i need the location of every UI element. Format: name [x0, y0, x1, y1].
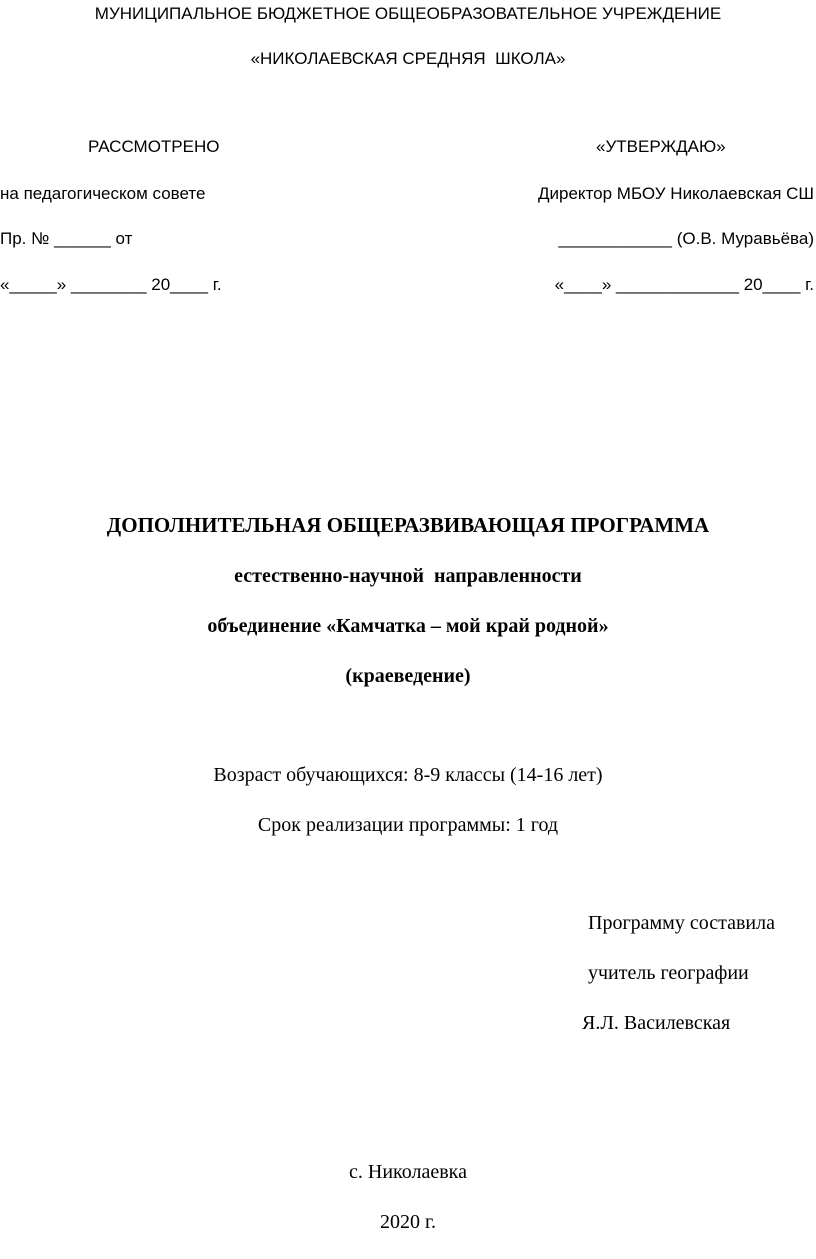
- author-line-2: учитель географии: [588, 962, 749, 984]
- school-name-line-1: МУНИЦИПАЛЬНОЕ БЮДЖЕТНОЕ ОБЩЕОБРАЗОВАТЕЛЬНОЕ УЧРЕЖДЕНИЕ: [94, 4, 722, 23]
- author-line-1: Программу составила: [588, 912, 775, 934]
- author-name: Я.Л. Василевская: [582, 1012, 731, 1034]
- program-association: объединение «Камчатка – мой край родной»: [207, 615, 609, 637]
- school-name-line-2: «НИКОЛАЕВСКАЯ СРЕДНЯЯ ШКОЛА»: [250, 49, 566, 68]
- approved-signature: ____________ (О.В. Муравьёва): [558, 229, 814, 248]
- approved-date: «____» _____________ 20____ г.: [554, 275, 814, 294]
- year: 2020 г.: [380, 1211, 436, 1233]
- reviewed-title: РАССМОТРЕНО: [88, 137, 220, 156]
- reviewed-council: на педагогическом совете: [0, 184, 206, 203]
- program-subject: (краеведение): [345, 665, 471, 687]
- place: с. Николаевка: [349, 1161, 467, 1183]
- program-term: Срок реализации программы: 1 год: [257, 814, 559, 836]
- program-direction: естественно-научной направленности: [234, 565, 582, 587]
- student-age: Возраст обучающихся: 8-9 классы (14-16 лет): [213, 764, 603, 786]
- approved-title: «УТВЕРЖДАЮ»: [596, 137, 726, 156]
- program-title: ДОПОЛНИТЕЛЬНАЯ ОБЩЕРАЗВИВАЮЩАЯ ПРОГРАММА: [106, 513, 710, 537]
- approved-director: Директор МБОУ Николаевская СШ: [538, 184, 814, 203]
- reviewed-date: «_____» ________ 20____ г.: [0, 275, 222, 294]
- reviewed-protocol: Пр. № ______ от: [0, 229, 133, 248]
